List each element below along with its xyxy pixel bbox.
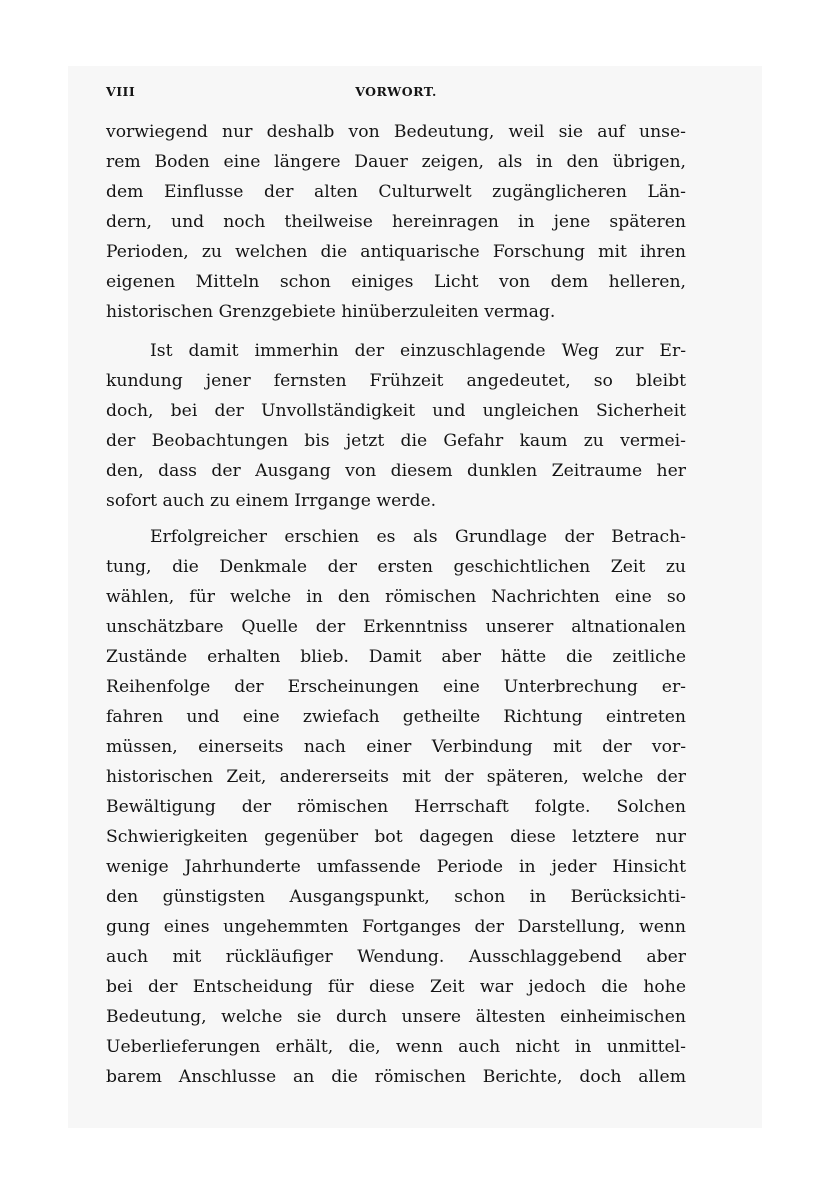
text-line: Perioden, zu welchen die antiquarische Forschung mit ihren	[106, 242, 686, 262]
text-line: den, dass der Ausgang von diesem dunklen Zeitraume her	[106, 461, 686, 481]
text-line: rem Boden eine längere Dauer zeigen, als in den übrigen,	[106, 152, 686, 172]
page-number: VIII	[106, 84, 136, 99]
text-line: tung, die Denkmale der ersten geschichtlichen Zeit zu	[106, 557, 686, 577]
text-line: müssen, einerseits nach einer Verbindung mit der vor-	[106, 737, 686, 757]
text-line: Ist damit immerhin der einzuschlagende Weg zur Er-	[150, 341, 686, 361]
text-line: der Beobachtungen bis jetzt die Gefahr kaum zu vermei-	[106, 431, 686, 451]
text-line: wenige Jahrhunderte umfassende Periode in jeder Hinsicht	[106, 857, 686, 877]
text-line: unschätzbare Quelle der Erkenntniss unserer altnationalen	[106, 617, 686, 637]
text-line: historischen Grenzgebiete hinüberzuleiten vermag.	[106, 302, 556, 322]
text-line: historischen Zeit, andererseits mit der späteren, welche der	[106, 767, 686, 787]
text-line: Bedeutung, welche sie durch unsere ältesten einheimischen	[106, 1007, 686, 1027]
running-title: VORWORT.	[355, 84, 437, 99]
text-line: fahren und eine zwiefach getheilte Richtung eintreten	[106, 707, 686, 727]
text-line: auch mit rückläufiger Wendung. Ausschlaggebend aber	[106, 947, 686, 967]
text-line: Erfolgreicher erschien es als Grundlage der Betrach-	[150, 527, 686, 547]
running-head	[106, 84, 686, 104]
text-line: Bewältigung der römischen Herrschaft folgte. Solchen	[106, 797, 686, 817]
text-line: sofort auch zu einem Irrgange werde.	[106, 491, 437, 511]
text-line: vorwiegend nur deshalb von Bedeutung, weil sie auf unse-	[106, 122, 686, 142]
text-line: gung eines ungehemmten Fortganges der Darstellung, wenn	[106, 917, 686, 937]
text-line: wählen, für welche in den römischen Nachrichten eine so	[106, 587, 686, 607]
text-line: Zustände erhalten blieb. Damit aber hätte die zeitliche	[106, 647, 686, 667]
text-line: dern, und noch theilweise hereinragen in jene späteren	[106, 212, 686, 232]
text-line: Reihenfolge der Erscheinungen eine Unterbrechung er-	[106, 677, 686, 697]
text-line: eigenen Mitteln schon einiges Licht von dem helleren,	[106, 272, 686, 292]
text-line: doch, bei der Unvollständigkeit und ungleichen Sicherheit	[106, 401, 686, 421]
text-line: den günstigsten Ausgangspunkt, schon in Berücksichti-	[106, 887, 686, 907]
text-line: kundung jener fernsten Frühzeit angedeutet, so bleibt	[106, 371, 686, 391]
text-line: dem Einflusse der alten Culturwelt zugänglicheren Län-	[106, 182, 686, 202]
text-line: Schwierigkeiten gegenüber bot dagegen diese letztere nur	[106, 827, 686, 847]
text-line: Ueberlieferungen erhält, die, wenn auch nicht in unmittel-	[106, 1037, 686, 1057]
text-line: barem Anschlusse an die römischen Berichte, doch allem	[106, 1067, 686, 1087]
text-line: bei der Entscheidung für diese Zeit war jedoch die hohe	[106, 977, 686, 997]
